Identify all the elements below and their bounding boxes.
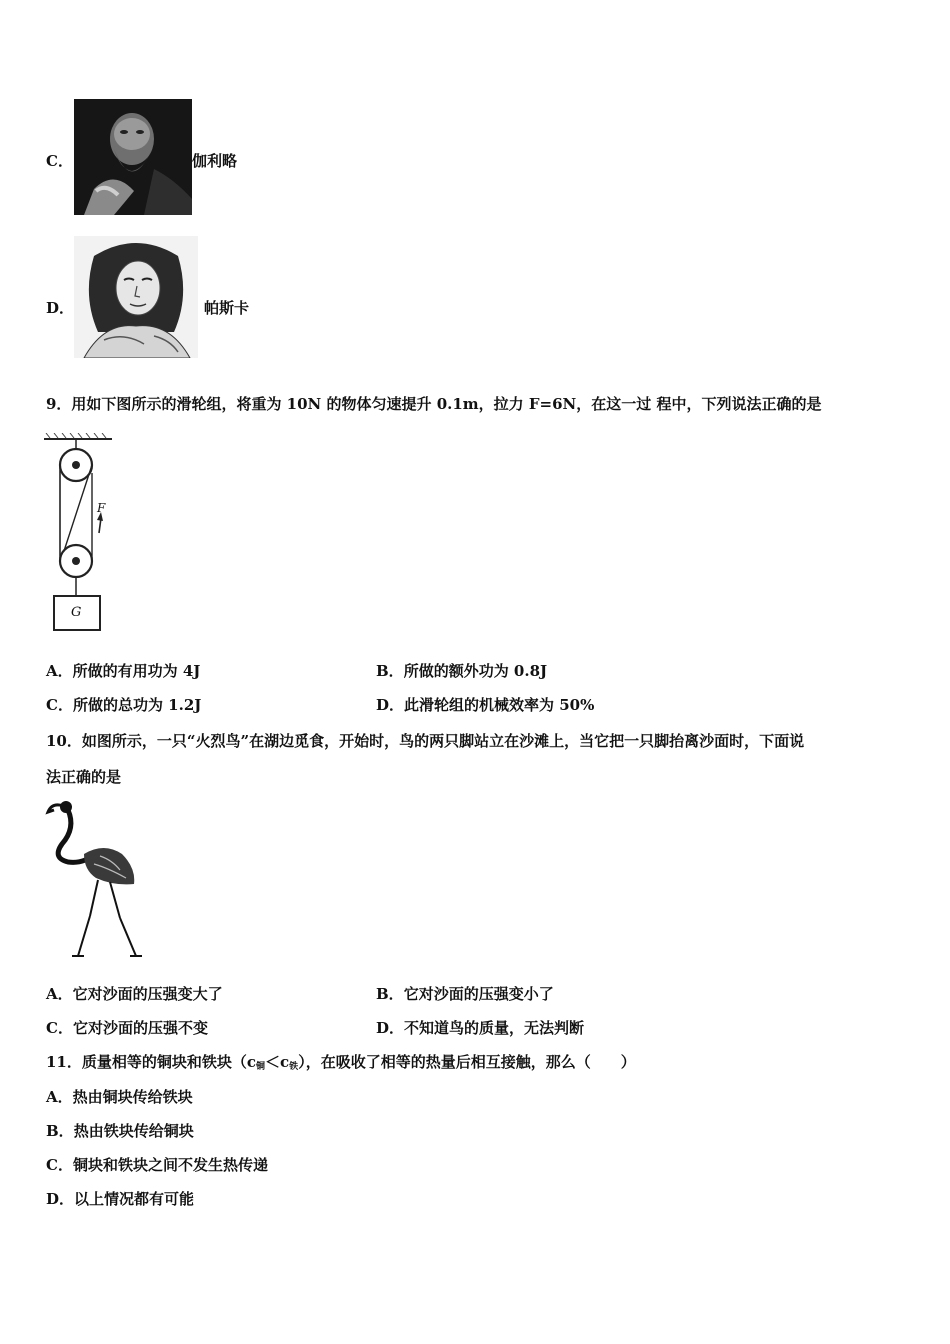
option-c-name: 伽利略: [192, 152, 238, 170]
q10-option-d: D．不知道鸟的质量，无法判断: [376, 1019, 585, 1037]
q9-stem: 9．用如下图所示的滑轮组，将重为 10N 的物体匀速提升 0.1m，拉力 F=6N，在这一过 程中，下列说法正确的是: [46, 395, 822, 413]
q11-sub-copper: 铜: [256, 1062, 266, 1072]
q10-option-a: A．它对沙面的压强变大了: [46, 985, 223, 1003]
load-label: G: [71, 605, 82, 620]
force-label: F: [97, 501, 106, 515]
q11-option-b: B．热由铁块传给铜块: [46, 1122, 194, 1140]
q9-option-d: D．此滑轮组的机械效率为 50%: [376, 696, 595, 714]
q10-stem-line1: 10．如图所示，一只“火烈鸟”在湖边觅食，开始时，鸟的两只脚站立在沙滩上，当它把一只脚抬离沙面时，下面说: [46, 732, 805, 750]
q11-sub-iron: 铁: [289, 1062, 299, 1072]
option-d-letter: D．: [46, 299, 75, 317]
q9-option-b: B．所做的额外功为 0.8J: [376, 662, 548, 680]
flamingo-illustration-icon: [44, 798, 144, 960]
option-d-name: 帕斯卡: [204, 299, 250, 317]
q11-stem: 11．质量相等的铜块和铁块$(c_铜<c_铁)$，在吸收了相等的热量后相互接触，那么（ ）: [46, 1053, 636, 1072]
q10-stem-line2: 法正确的是: [46, 768, 122, 786]
q9-option-c: C．所做的总功为 1.2J: [46, 696, 202, 714]
q11-option-c: C．铜块和铁块之间不发生热传递: [46, 1156, 268, 1174]
q10-option-c: C．它对沙面的压强不变: [46, 1019, 208, 1037]
q9-option-a: A．所做的有用功为 4J: [46, 662, 201, 680]
option-c-letter: C．: [46, 152, 73, 170]
q11-option-d: D．以上情况都有可能: [46, 1190, 195, 1208]
q10-option-b: B．它对沙面的压强变小了: [376, 985, 554, 1003]
pascal-portrait-icon: [74, 236, 198, 358]
q11-option-a: A．热由铜块传给铁块: [46, 1088, 193, 1106]
pulley-system-diagram: [44, 433, 124, 633]
galileo-portrait-icon: [74, 99, 192, 215]
